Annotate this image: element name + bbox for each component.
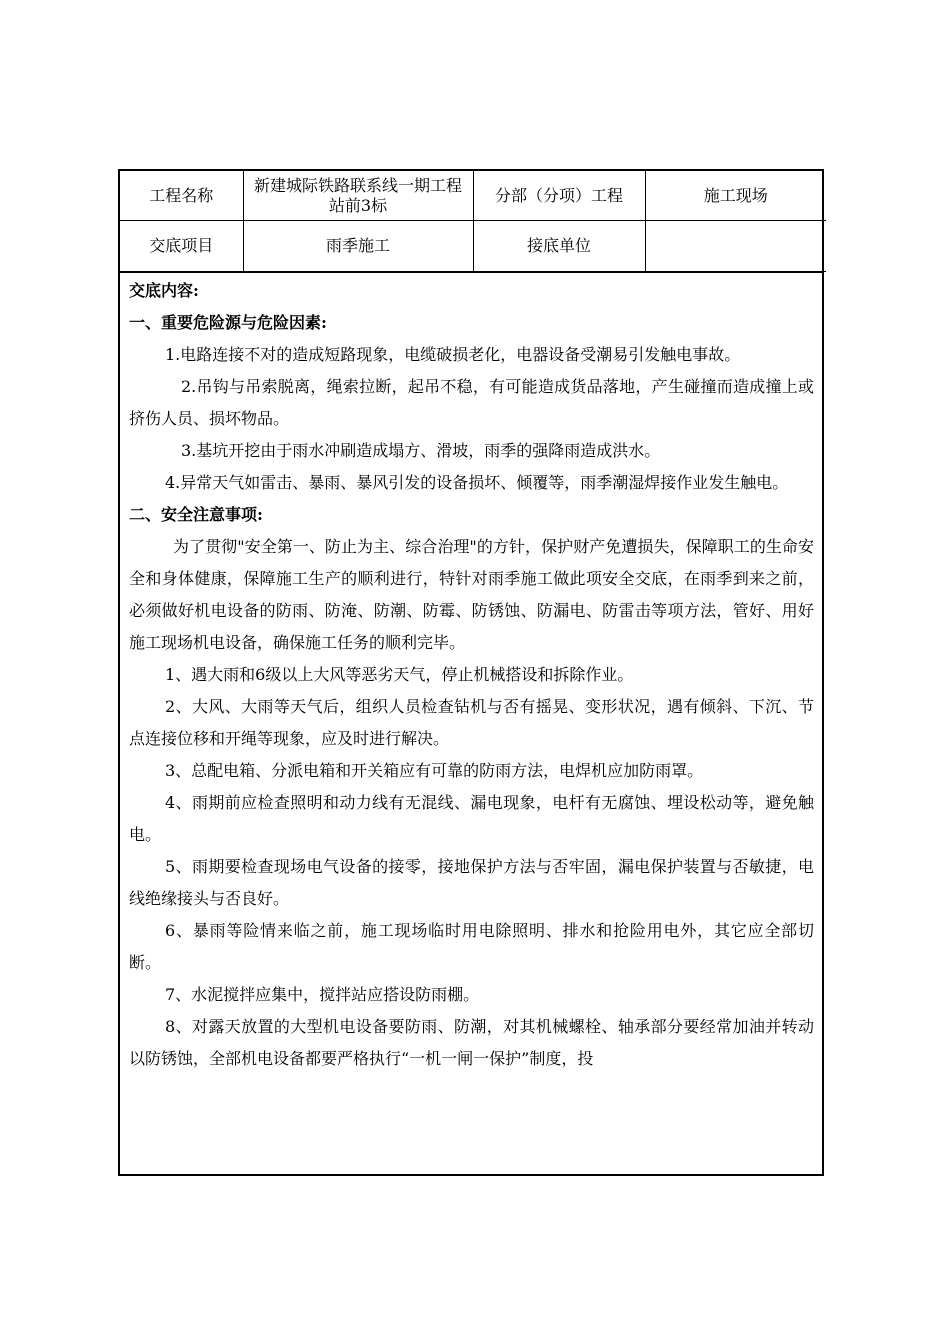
safety-item: 8、对露天放置的大型机电设备要防雨、防潮，对其机械螺栓、轴承部分要经常加油并转动以防锈蚀，全部机电设备都要严格执行“一机一闸一保护”制度，投 [129,1017,814,1068]
safety-item: 1、遇大雨和6级以上大风等恶劣天气，停止机械搭设和拆除作业。 [165,665,634,684]
section2-intro: 为了贯彻"安全第一、防止为主、综合治理"的方针，保护财产免遭损失，保障职工的生命安全和身体健康，保障施工生产的顺利进行，特针对雨季施工做此项安全交底，在雨季到来之前，必须做好机电设备的防雨、防淹、防潮、防霉、防锈蚀、防漏电、防雷击等项方法，管好、用好施工现场机电设备，确保施工任务的顺利完毕。 [129,537,814,652]
section1-title: 一、重要危险源与危险因素: [129,313,327,332]
header-table [120,171,826,272]
hazard-item: 3.基坑开挖由于雨水冲刷造成塌方、滑坡，雨季的强降雨造成洪水。 [181,441,661,460]
safety-briefing-form [118,169,824,1176]
receiver-label: 接底单位 [473,221,645,272]
hazard-item: 4.异常天气如雷击、暴雨、暴风引发的设备损坏、倾覆等，雨季潮湿焊接作业发生触电。 [165,473,789,492]
sub-project-value: 施工现场 [645,171,826,221]
safety-item: 2、大风、大雨等天气后，组织人员检查钻机与否有摇晃、变形状况，遇有倾斜、下沉、节点连接位移和开绳等现象，应及时进行解决。 [129,697,814,748]
receiver-value [645,221,826,272]
safety-item: 5、雨期要检查现场电气设备的接零，接地保护方法与否牢固，漏电保护装置与否敏捷，电线绝缘接头与否良好。 [129,857,814,908]
safety-item: 6、暴雨等险情来临之前，施工现场临时用电除照明、排水和抢险用电外，其它应全部切断。 [129,921,814,972]
briefing-item-label: 交底项目 [120,221,243,272]
briefing-item-value: 雨季施工 [243,221,473,272]
section2-title: 二、安全注意事项: [129,505,263,524]
safety-item: 4、雨期前应检查照明和动力线有无混线、漏电现象，电杆有无腐蚀、埋设松动等，避免触电。 [129,793,814,844]
safety-item: 7、水泥搅拌应集中，搅拌站应搭设防雨棚。 [165,985,480,1004]
sub-project-label: 分部（分项）工程 [473,171,645,221]
hazard-item: 1.电路连接不对的造成短路现象，电缆破损老化，电器设备受潮易引发触电事故。 [165,345,741,364]
project-name-label: 工程名称 [120,171,243,221]
briefing-content [120,272,822,1174]
content-heading: 交底内容: [129,281,199,300]
hazard-item: 2.吊钩与吊索脱离，绳索拉断，起吊不稳，有可能造成货品落地，产生碰撞而造成撞上或挤伤人员、损坏物品。 [129,377,814,428]
safety-item: 3、总配电箱、分派电箱和开关箱应有可靠的防雨方法，电焊机应加防雨罩。 [165,761,704,780]
project-name-value: 新建城际铁路联系线一期工程站前3标 [243,171,473,221]
